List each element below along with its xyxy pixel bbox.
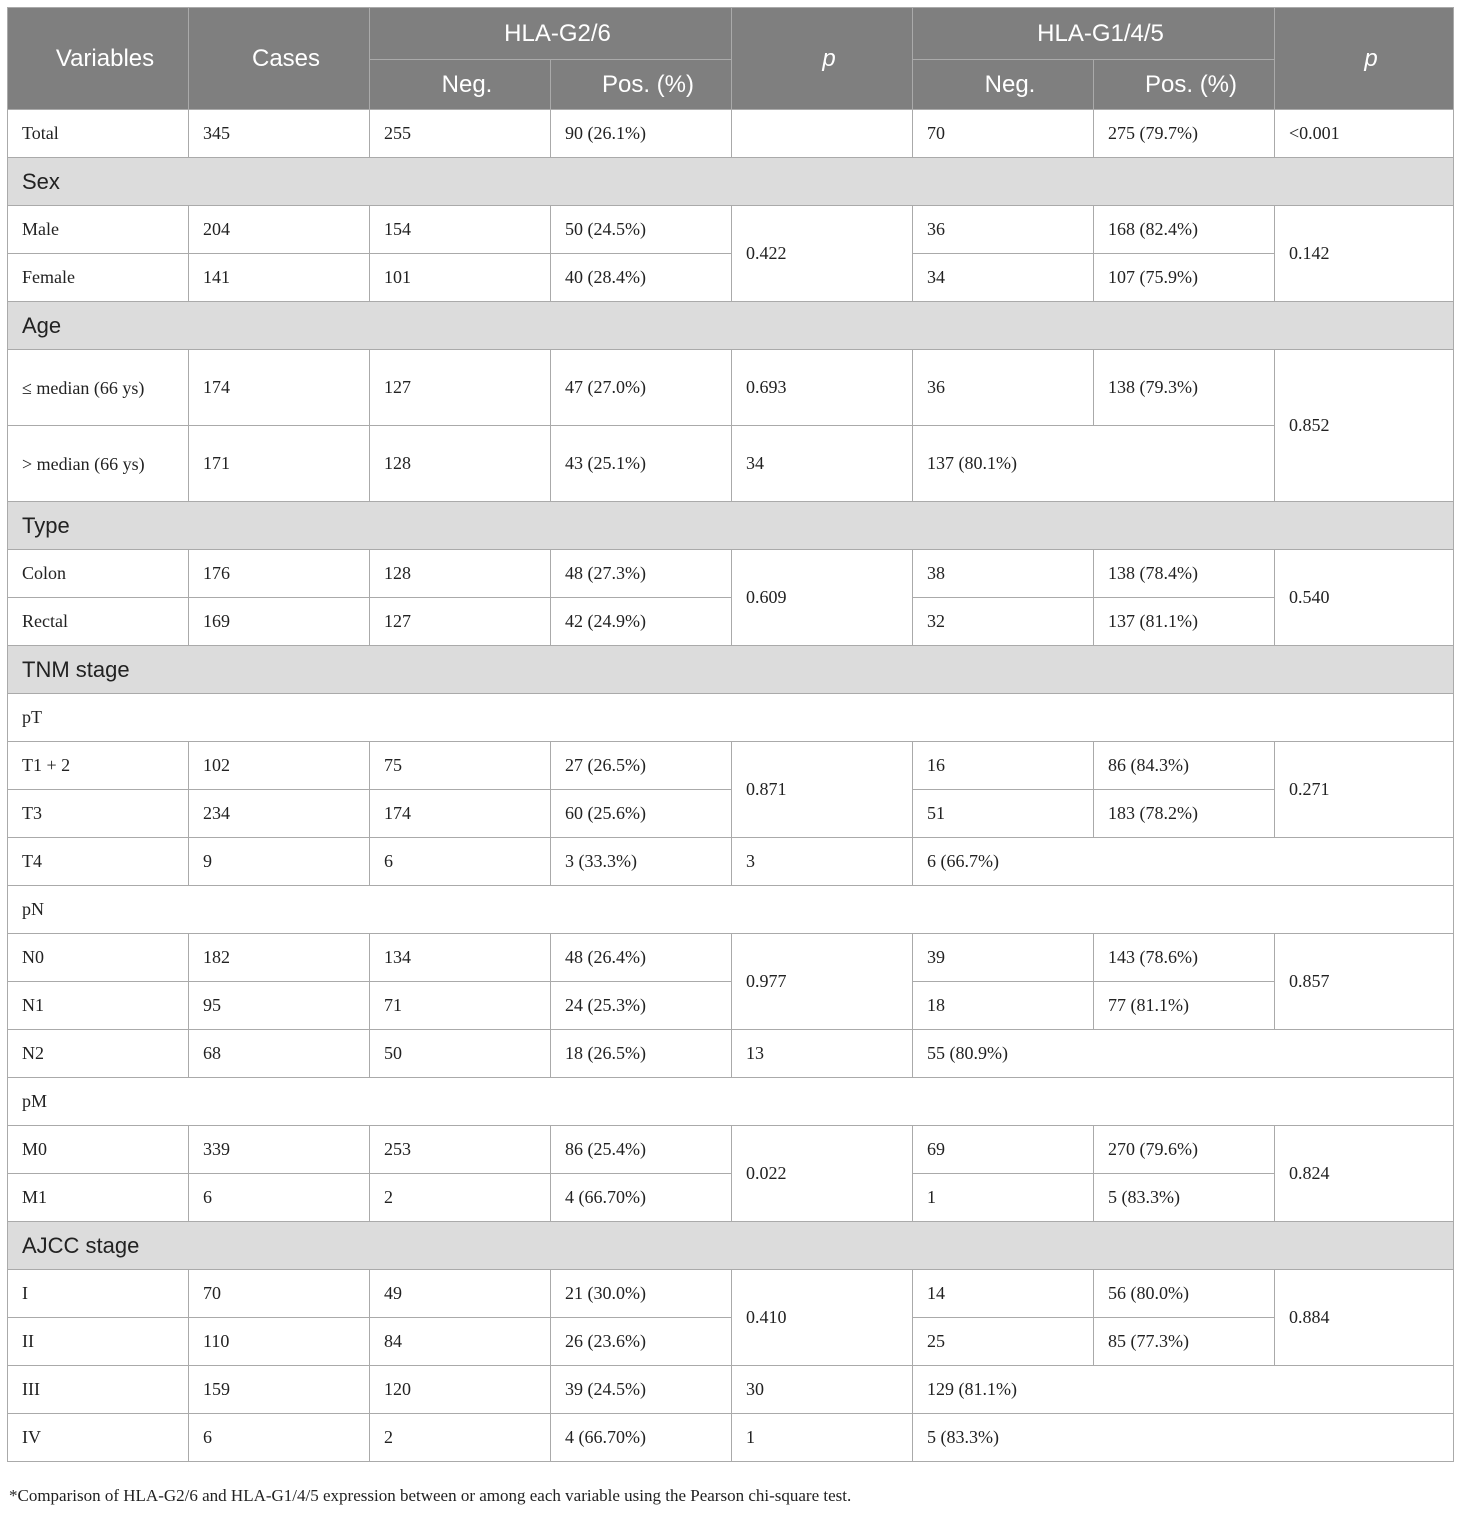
cases-cell: 182 xyxy=(189,934,370,982)
results-table xyxy=(7,7,1454,1462)
cases-cell: 204 xyxy=(189,206,370,254)
row-label: Female xyxy=(8,254,189,302)
g1-4-5-pos-cell: 137 (81.1%) xyxy=(1094,598,1275,646)
col5-cell: 3 xyxy=(732,838,913,886)
g2-6-neg-cell: 174 xyxy=(370,790,551,838)
table-row xyxy=(8,550,1454,598)
table-row xyxy=(8,206,1454,254)
header-hla-g2-6: HLA-G2/6 xyxy=(370,8,732,60)
cases-cell: 102 xyxy=(189,742,370,790)
g1-4-5-neg-cell: 14 xyxy=(913,1270,1094,1318)
g1-4-5-neg-cell: 18 xyxy=(913,982,1094,1030)
table-row xyxy=(8,1270,1454,1318)
g1-4-5-p-cell: <0.001 xyxy=(1275,110,1454,158)
row-label: M1 xyxy=(8,1174,189,1222)
row-label: Male xyxy=(8,206,189,254)
cases-cell: 159 xyxy=(189,1366,370,1414)
table-row xyxy=(8,1414,1454,1462)
g2-6-neg-cell: 6 xyxy=(370,838,551,886)
row-label: II xyxy=(8,1318,189,1366)
g1-4-5-pos-cell: 5 (83.3%) xyxy=(1094,1174,1275,1222)
g2-6-neg-cell: 253 xyxy=(370,1126,551,1174)
header-neg-g2-6: Neg. xyxy=(370,60,551,110)
row-label: I xyxy=(8,1270,189,1318)
g1-4-5-p-cell: 0.852 xyxy=(1275,350,1454,502)
g1-4-5-neg-cell: 16 xyxy=(913,742,1094,790)
g2-6-pos-cell: 3 (33.3%) xyxy=(551,838,732,886)
row-label: Total xyxy=(8,110,189,158)
g2-6-neg-cell: 134 xyxy=(370,934,551,982)
g2-6-pos-cell: 43 (25.1%) xyxy=(551,426,732,502)
row-label: T4 xyxy=(8,838,189,886)
col5-cell: 34 xyxy=(732,426,913,502)
g2-6-pos-cell: 4 (66.70%) xyxy=(551,1174,732,1222)
g2-6-pos-cell: 50 (24.5%) xyxy=(551,206,732,254)
subsection-row xyxy=(8,886,1454,934)
subsection-row xyxy=(8,1078,1454,1126)
g1-4-5-pos-cell: 77 (81.1%) xyxy=(1094,982,1275,1030)
g1-4-5-pos-cell: 85 (77.3%) xyxy=(1094,1318,1275,1366)
section-label: TNM stage xyxy=(8,646,1454,694)
col5-cell: 30 xyxy=(732,1366,913,1414)
section-label: Age xyxy=(8,302,1454,350)
g2-6-p-cell: 0.871 xyxy=(732,742,913,838)
cases-cell: 70 xyxy=(189,1270,370,1318)
g2-6-neg-cell: 120 xyxy=(370,1366,551,1414)
col6-cell: 55 (80.9%) xyxy=(913,1030,1454,1078)
g2-6-neg-cell: 101 xyxy=(370,254,551,302)
g2-6-neg-cell: 71 xyxy=(370,982,551,1030)
col6-cell: 5 (83.3%) xyxy=(913,1414,1454,1462)
g2-6-p-cell: 0.410 xyxy=(732,1270,913,1366)
g1-4-5-pos-cell: 275 (79.7%) xyxy=(1094,110,1275,158)
row-label: N0 xyxy=(8,934,189,982)
table-footnote: *Comparison of HLA-G2/6 and HLA-G1/4/5 expression between or among each variable using the Pearson chi-square test. xyxy=(9,1486,852,1505)
g2-6-p-cell xyxy=(732,110,913,158)
header-variables: Variables xyxy=(8,8,189,110)
g2-6-neg-cell: 2 xyxy=(370,1414,551,1462)
row-label: ≤ median (66 ys) xyxy=(8,350,189,426)
g1-4-5-neg-cell: 34 xyxy=(913,254,1094,302)
table-row xyxy=(8,1174,1454,1222)
g1-4-5-pos-cell: 56 (80.0%) xyxy=(1094,1270,1275,1318)
section-row xyxy=(8,646,1454,694)
g2-6-neg-cell: 154 xyxy=(370,206,551,254)
g1-4-5-pos-cell: 86 (84.3%) xyxy=(1094,742,1275,790)
g2-6-pos-cell: 86 (25.4%) xyxy=(551,1126,732,1174)
table-header xyxy=(8,8,1454,110)
table-row xyxy=(8,1126,1454,1174)
g2-6-pos-cell: 27 (26.5%) xyxy=(551,742,732,790)
g2-6-neg-cell: 49 xyxy=(370,1270,551,1318)
g2-6-p-cell: 0.977 xyxy=(732,934,913,1030)
row-label: T3 xyxy=(8,790,189,838)
g1-4-5-neg-cell: 70 xyxy=(913,110,1094,158)
section-row xyxy=(8,302,1454,350)
table-row xyxy=(8,1366,1454,1414)
table-body xyxy=(8,110,1454,1462)
table-row xyxy=(8,598,1454,646)
header-pos-g1-4-5: Pos. (%) xyxy=(1094,60,1275,110)
cases-cell: 171 xyxy=(189,426,370,502)
header-pos-g2-6: Pos. (%) xyxy=(551,60,732,110)
table-row xyxy=(8,110,1454,158)
g2-6-pos-cell: 39 (24.5%) xyxy=(551,1366,732,1414)
col6-cell: 129 (81.1%) xyxy=(913,1366,1454,1414)
row-label: Colon xyxy=(8,550,189,598)
subsection-label: pT xyxy=(8,694,1454,742)
g1-4-5-pos-cell: 138 (78.4%) xyxy=(1094,550,1275,598)
section-label: AJCC stage xyxy=(8,1222,1454,1270)
g1-4-5-pos-cell: 183 (78.2%) xyxy=(1094,790,1275,838)
header-p-g1-4-5: p xyxy=(1275,8,1454,110)
g1-4-5-p-cell: 0.540 xyxy=(1275,550,1454,646)
g2-6-pos-cell: 90 (26.1%) xyxy=(551,110,732,158)
cases-cell: 6 xyxy=(189,1174,370,1222)
cases-cell: 95 xyxy=(189,982,370,1030)
cases-cell: 110 xyxy=(189,1318,370,1366)
header-neg-g1-4-5: Neg. xyxy=(913,60,1094,110)
g1-4-5-neg-cell: 1 xyxy=(913,1174,1094,1222)
g2-6-neg-cell: 127 xyxy=(370,598,551,646)
row-label: N2 xyxy=(8,1030,189,1078)
table-row xyxy=(8,1030,1454,1078)
col5-cell: 13 xyxy=(732,1030,913,1078)
g2-6-pos-cell: 40 (28.4%) xyxy=(551,254,732,302)
row-label: Rectal xyxy=(8,598,189,646)
table-row xyxy=(8,254,1454,302)
col6-cell: 137 (80.1%) xyxy=(913,426,1275,502)
table-row xyxy=(8,350,1454,426)
cases-cell: 339 xyxy=(189,1126,370,1174)
table-row xyxy=(8,790,1454,838)
g2-6-pos-cell: 21 (30.0%) xyxy=(551,1270,732,1318)
row-label: > median (66 ys) xyxy=(8,426,189,502)
g2-6-pos-cell: 42 (24.9%) xyxy=(551,598,732,646)
g2-6-neg-cell: 255 xyxy=(370,110,551,158)
cases-cell: 141 xyxy=(189,254,370,302)
header-p-g2-6: p xyxy=(732,8,913,110)
cases-cell: 174 xyxy=(189,350,370,426)
row-label: M0 xyxy=(8,1126,189,1174)
cases-cell: 6 xyxy=(189,1414,370,1462)
g1-4-5-neg-cell: 38 xyxy=(913,550,1094,598)
section-label: Type xyxy=(8,502,1454,550)
g2-6-neg-cell: 128 xyxy=(370,426,551,502)
table-row xyxy=(8,742,1454,790)
header-cases: Cases xyxy=(189,8,370,110)
subsection-row xyxy=(8,694,1454,742)
g2-6-neg-cell: 50 xyxy=(370,1030,551,1078)
row-label: IV xyxy=(8,1414,189,1462)
cases-cell: 9 xyxy=(189,838,370,886)
g1-4-5-pos-cell: 168 (82.4%) xyxy=(1094,206,1275,254)
g2-6-pos-cell: 48 (26.4%) xyxy=(551,934,732,982)
section-row xyxy=(8,1222,1454,1270)
g1-4-5-neg-cell: 69 xyxy=(913,1126,1094,1174)
col5-cell: 1 xyxy=(732,1414,913,1462)
cases-cell: 234 xyxy=(189,790,370,838)
g2-6-pos-cell: 60 (25.6%) xyxy=(551,790,732,838)
g2-6-pos-cell: 47 (27.0%) xyxy=(551,350,732,426)
section-row xyxy=(8,502,1454,550)
table-row xyxy=(8,426,1454,502)
table-row xyxy=(8,982,1454,1030)
g2-6-pos-cell: 4 (66.70%) xyxy=(551,1414,732,1462)
g1-4-5-pos-cell: 107 (75.9%) xyxy=(1094,254,1275,302)
g1-4-5-neg-cell: 32 xyxy=(913,598,1094,646)
row-label: T1 + 2 xyxy=(8,742,189,790)
g2-6-pos-cell: 24 (25.3%) xyxy=(551,982,732,1030)
g2-6-neg-cell: 128 xyxy=(370,550,551,598)
table-row xyxy=(8,934,1454,982)
section-row xyxy=(8,158,1454,206)
row-label: N1 xyxy=(8,982,189,1030)
g1-4-5-p-cell: 0.884 xyxy=(1275,1270,1454,1366)
g2-6-neg-cell: 127 xyxy=(370,350,551,426)
cases-cell: 169 xyxy=(189,598,370,646)
subsection-label: pM xyxy=(8,1078,1454,1126)
g2-6-p-cell: 0.693 xyxy=(732,350,913,426)
g1-4-5-p-cell: 0.857 xyxy=(1275,934,1454,1030)
cases-cell: 176 xyxy=(189,550,370,598)
g2-6-neg-cell: 75 xyxy=(370,742,551,790)
table-row xyxy=(8,838,1454,886)
row-label: III xyxy=(8,1366,189,1414)
g1-4-5-neg-cell: 51 xyxy=(913,790,1094,838)
g2-6-p-cell: 0.422 xyxy=(732,206,913,302)
g1-4-5-pos-cell: 143 (78.6%) xyxy=(1094,934,1275,982)
g1-4-5-p-cell: 0.271 xyxy=(1275,742,1454,838)
g2-6-pos-cell: 18 (26.5%) xyxy=(551,1030,732,1078)
section-label: Sex xyxy=(8,158,1454,206)
g1-4-5-neg-cell: 25 xyxy=(913,1318,1094,1366)
cases-cell: 345 xyxy=(189,110,370,158)
g1-4-5-pos-cell: 138 (79.3%) xyxy=(1094,350,1275,426)
g2-6-p-cell: 0.022 xyxy=(732,1126,913,1222)
col6-cell: 6 (66.7%) xyxy=(913,838,1454,886)
subsection-label: pN xyxy=(8,886,1454,934)
g2-6-p-cell: 0.609 xyxy=(732,550,913,646)
g1-4-5-neg-cell: 36 xyxy=(913,206,1094,254)
table-row xyxy=(8,1318,1454,1366)
g1-4-5-pos-cell: 270 (79.6%) xyxy=(1094,1126,1275,1174)
g2-6-neg-cell: 84 xyxy=(370,1318,551,1366)
g1-4-5-neg-cell: 36 xyxy=(913,350,1094,426)
cases-cell: 68 xyxy=(189,1030,370,1078)
g1-4-5-p-cell: 0.824 xyxy=(1275,1126,1454,1222)
g2-6-neg-cell: 2 xyxy=(370,1174,551,1222)
g2-6-pos-cell: 26 (23.6%) xyxy=(551,1318,732,1366)
g1-4-5-p-cell: 0.142 xyxy=(1275,206,1454,302)
g1-4-5-neg-cell: 39 xyxy=(913,934,1094,982)
header-hla-g1-4-5: HLA-G1/4/5 xyxy=(913,8,1275,60)
g2-6-pos-cell: 48 (27.3%) xyxy=(551,550,732,598)
